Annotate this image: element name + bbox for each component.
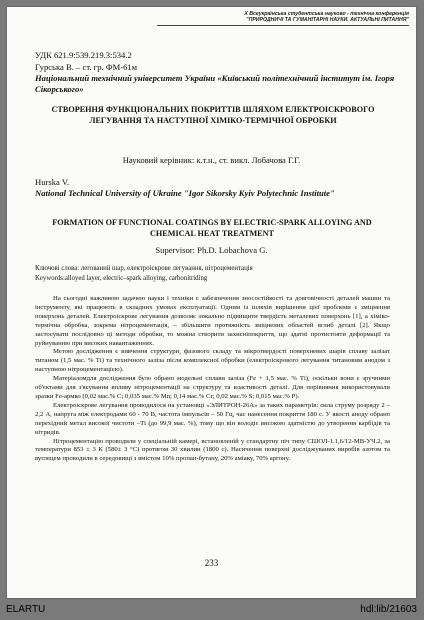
document-page — [7, 7, 416, 598]
title-en: FORMATION OF FUNCTIONAL COATINGS BY ELECTRIC-SPARK ALLOYING AND CHEMICAL HEAT TREATMENT — [52, 218, 372, 238]
keywords-en: Keywords:alloyed layer, electric–spark alloying, carbonitriding — [35, 275, 208, 282]
title-ua: СТВОРЕННЯ ФУНКЦІОНАЛЬНИХ ПОКРИТТІВ ШЛЯХОМ ЕЛЕКТРОІСКРОВОГО ЛЕГУВАННЯ ТА НАСТУПНОЇ ХІМІКО-ТЕРМІЧНОЇ ОБРОБКИ — [51, 105, 375, 125]
conference-header — [157, 11, 409, 24]
repository-label: ELARTU — [6, 604, 46, 615]
paragraph: Матеріаломдля дослідження було обрано модельні сплави заліза (Fe + 1,5 мас. % Ті), оскільки вони є зручними об'єктами для з'ясування впливу нітроцементації на структуру та властивості деталі. Для порівняння використовували зразки Fe-армко (0,02 мас.% C; 0,035 мас.% Mn; 0,14 мас.% Cr; 0,02 мас.% S; 0,015 мас.% P). — [35, 375, 390, 400]
supervisor-ua: Науковий керівник: к.т.н., ст. викл. Лобачова Г.Г. — [122, 155, 301, 165]
paragraph: Електроіскрове легування проводилося на установці «ЭЛИТРОН-26А» за таких параметрів: сила струму розряду 2 – 2,2 А, напруга між електродами 60 - 70 В, частота імпульсів – 50 Гц, час нанесення покриття 180 с. У якості аноду обрано перехідний метал високої чистоти –Ті (до 99,9 мас. %), тому що він володіє високою здатністю до утворення карбідів та нітридів. — [35, 401, 390, 436]
paragraph: Метою дослідження є вивчення структури, фазового складу та мікротвердості поверхневих шарів сплаву залізат титаном (1,5 мас. % Ті) та технічного заліза після комплексної обробки (електроіскрового легування титановим анодом з наступною нітроцементацією). — [35, 348, 390, 374]
institution-ua: Національний технічний університет України «Київський політехнічний інститут ім. Ігоря Сікорського» — [35, 73, 395, 94]
conference-header-line-2: "ПРИРОДНИЧІ ТА ГУМАНІТАРНІ НАУКИ. АКТУАЛЬНІ ПИТАННЯ" — [246, 17, 409, 24]
handle-identifier: hdl:lib/21603 — [360, 604, 417, 615]
paragraph: На сьогодні важливою задачею науки і техніки є забезпечення зносостійкості та довговічності деталей машин та інструменту, які працюють в складних умовах експлуатації. Одним із шляхів вирішення цієї проблеми є зміцнення поверхонь деталей. Електроіскрове легування дозволяє локально підвищити твердість металевих поверхонь [1], а хіміко-термічна обробка, зокрема нітроцементація, – збільшити протяжність зміцнених областей вглиб деталі [2]. Якщо застосувати послідовно ці методи обробки, то можна створити захисніпокриття, що здатні протистояти деформації та руйнуванню при високих навантаженнях. — [35, 295, 390, 347]
udk-code: УДК 621.9:539.219.3:534.2 — [35, 50, 132, 60]
institution-en: National Technical University of Ukraine "Igor Sikorsky Kyiv Polytechnic Institute" — [35, 188, 335, 198]
page-number: 233 — [204, 558, 219, 568]
conference-header-line-1: X Всеукраїнська студентська науково - технічна конференція — [244, 11, 409, 17]
paragraph: Нітроцементацію проводили у спеціальній камері, встановленій у стандартну піч типу СШОЛ-1.1,6/12-МВ-УЧ.2, за температури 853 ± 3 К (580± 3 °С) протягом 30 хвилин (1800 с). Насичення поверхні досліджуваних виробів азотом та вуглецем проводили в середовищі з вмістом 10% пропан-бутану, 20% аміаку, 70% аргону. — [35, 437, 390, 463]
keywords-ua: Ключові слова: легований шар, електроіскрове легування, нітроцементація — [35, 265, 253, 272]
author-ua: Гурська В. – ст. гр. ФМ-61м — [35, 62, 138, 72]
supervisor-en: Supervisor: Ph.D. Lobachova G. — [155, 245, 268, 255]
body-text — [35, 295, 390, 464]
header-rule — [157, 25, 409, 26]
author-en: Hurska V. — [35, 177, 70, 187]
